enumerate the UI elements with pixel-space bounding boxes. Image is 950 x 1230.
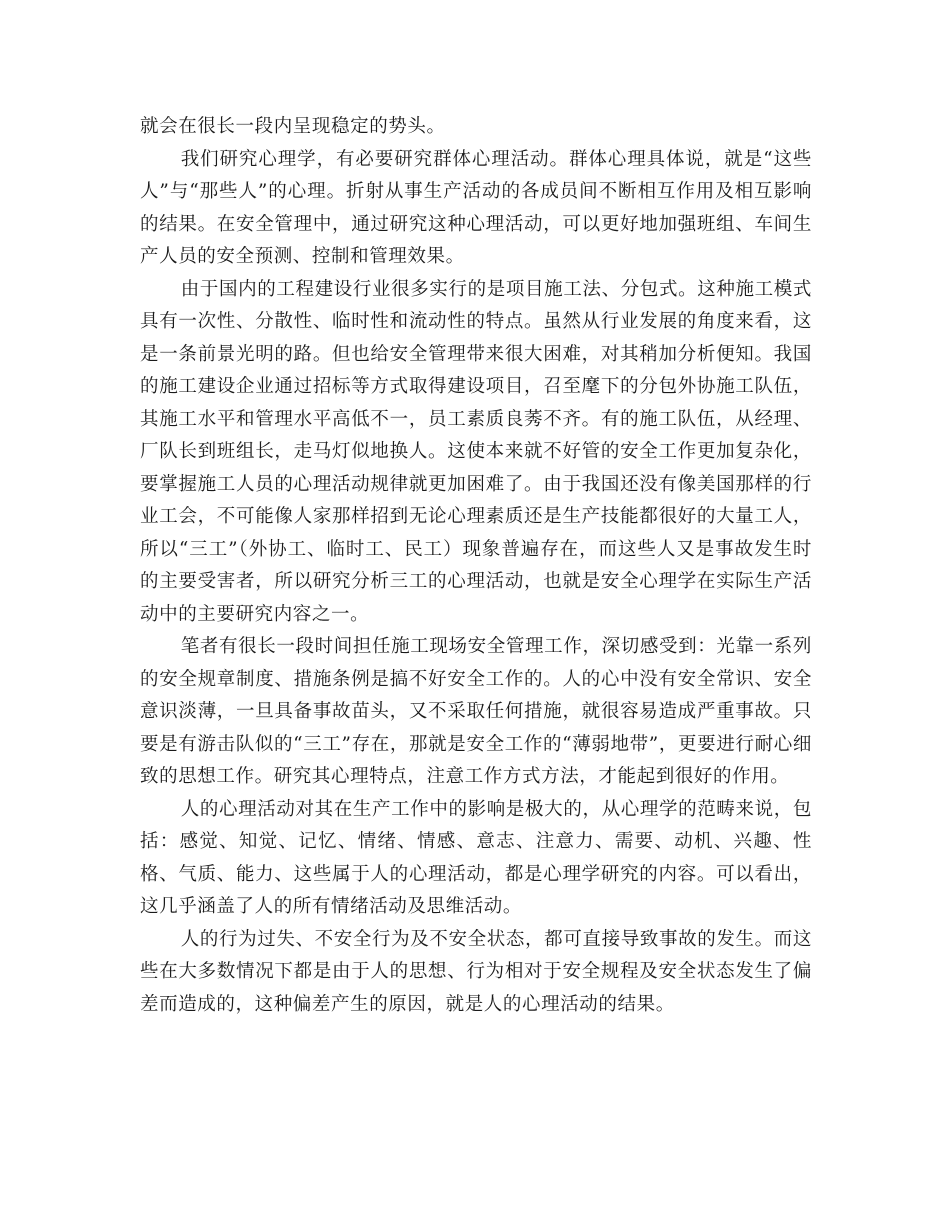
paragraph-psychological-activities: 人的心理活动对其在生产工作中的影响是极大的，从心理学的范畴来说，包括：感觉、知觉、记忆、情绪、情感、意志、注意力、需要、动机、兴趣、性格、气质、能力、这些属于人的心理活动，都是心理学研究的内容。可以看出，这几乎涵盖了人的所有情绪活动及思维活动。 (140, 798, 812, 917)
paragraph-author-experience: 笔者有很长一段时间担任施工现场安全管理工作，深切感受到：光靠一系列的安全规章制度、措施条例是搞不好安全工作的。人的心中没有安全常识、安全意识淡薄，一旦具备事故苗头，又不采取任何措施，就很容易造成严重事故。只要是有游击队似的“三工”存在，那就是安全工作的“薄弱地带”，更要进行耐心细致的思想工作。研究其心理特点，注意工作方式方法，才能起到很好的作用。 (140, 636, 812, 787)
paragraph-continuation: 就会在很长一段内呈现稳定的势头。 (140, 116, 446, 137)
paragraph-construction-industry: 由于国内的工程建设行业很多实行的是项目施工法、分包式。这种施工模式具有一次性、分散性、临时性和流动性的特点。虽然从行业发展的角度来看，这是一条前景光明的路。但也给安全管理带来很大困难，对其稍加分析便知。我国的施工建设企业通过招标等方式取得建设项目，召至麾下的分包外协施工队伍，其施工水平和管理水平高低不一，员工素质良莠不齐。有的施工队伍，从经理、厂队长到班组长，走马灯似地换人。这使本来就不好管的安全工作更加复杂化，要掌握施工人员的心理活动规律就更加困难了。由于我国还没有像美国那样的行业工会，不可能像人家那样招到无论心理素质还是生产技能都很好的大量工人，所以“三工”（外协工、临时工、民工）现象普遍存在，而这些人又是事故发生时的主要受害者，所以研究分析三工的心理活动，也就是安全心理学在实际生产活动中的主要研究内容之一。 (140, 278, 812, 625)
paragraph-unsafe-behavior: 人的行为过失、不安全行为及不安全状态，都可直接导致事故的发生。而这些在大多数情况下都是由于人的思想、行为相对于安全规程及安全状态发生了偏差而造成的，这种偏差产生的原因，就是人的心理活动的结果。 (140, 928, 812, 1015)
paragraph-group-psychology: 我们研究心理学，有必要研究群体心理活动。群体心理具体说，就是“这些人”与“那些人”的心理。折射从事生产活动的各成员间不断相互作用及相互影响的结果。在安全管理中，通过研究这种心理活动，可以更好地加强班组、车间生产人员的安全预测、控制和管理效果。 (140, 148, 812, 267)
document-body (140, 111, 812, 1021)
